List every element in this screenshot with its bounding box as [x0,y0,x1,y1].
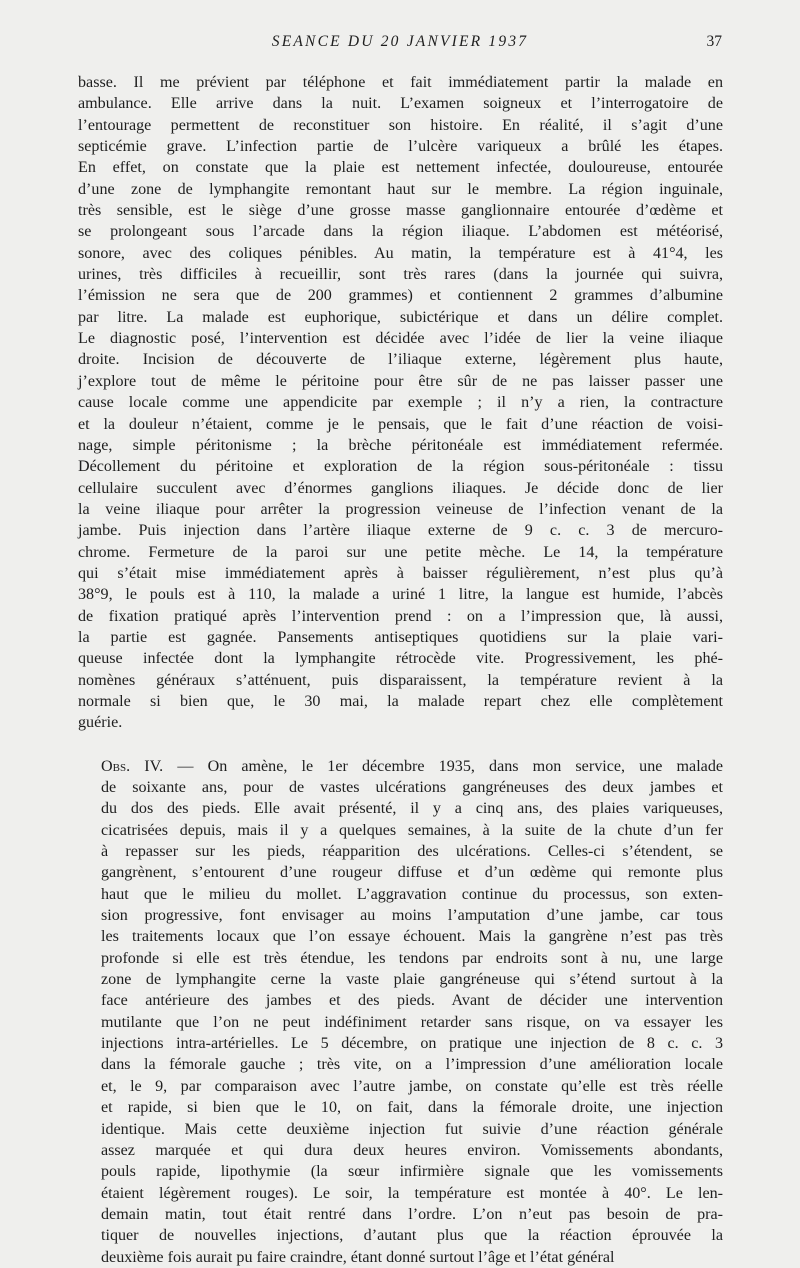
text-line: les traitements locaux que l’on essaye échouent. Mais la gangrène n’est pas très [101,928,723,946]
text-line: En effet, on constate que la plaie est nettement infectée, douloureuse, entourée [78,159,723,177]
text-line: assez marquée et qui dura deux heures environ. Vomissements abondants, [101,1141,723,1159]
text-line-first [78,756,723,777]
text-line: se prolongeant sous l’arcade dans la région iliaque. L’abdomen est météorisé, [78,223,723,241]
text-line: et rapide, si bien que le 10, on fait, dans la fémorale droite, une injection [101,1099,723,1117]
text-line: l’émission ne sera que de 200 grammes) et contiennent 2 grammes d’albumine [78,287,723,305]
text-line: nomènes généraux s’atténuent, puis disparaissent, la température revient à la [78,671,723,689]
text-line: de soixante ans, pour de vastes ulcérations gangréneuses des deux jambes et [101,779,723,796]
text-line: Décollement du péritoine et exploration de la région sous-péritonéale : tissu [78,458,723,476]
text-line: droite. Incision de découverte de l’iliaque externe, légèrement plus haute, [78,351,723,369]
text-line: sion progressive, font envisager au moins l’amputation d’une jambe, car tous [101,907,723,925]
paragraph-continuation [78,72,723,734]
text-line: deuxième fois aurait pu faire craindre, étant donné surtout l’âge et l’état général [101,1248,615,1266]
text-line: de fixation pratiqué après l’intervention prend : on a l’impression que, là aussi, [78,607,723,625]
text-line: à repasser sur les pieds, réapparition des ulcérations. Celles-ci s’étendent, se [101,843,723,861]
text-line: et, le 9, par comparaison avec l’autre jambe, on constate qu’elle est très réelle [101,1077,723,1095]
text-line: et la douleur n’étaient, comme je le pensais, que le fait d’une réaction de voisi- [78,415,723,433]
paragraph-obs-iv [78,756,723,1268]
text-line: profonde si elle est très étendue, les tendons par endroits sont à nu, une large [101,949,723,967]
text-line: haut que le milieu du mollet. L’aggravation continue du processus, son exten- [101,885,723,903]
text-line: j’explore tout de même le péritoine pour être sûr de ne pas laisser passer une [78,372,723,390]
text-line: tiquer de nouvelles injections, d’autant plus que la réaction éprouvée la [101,1227,723,1245]
text-line: la veine iliaque pour arrêter la progression veineuse de l’infection venant de la [78,500,723,518]
text-line: cause locale comme une appendicite par exemple ; il n’y a rien, la contracture [78,394,723,412]
text-line: chrome. Fermeture de la paroi sur une petite mèche. Le 14, la température [78,543,723,561]
running-title: SEANCE DU 20 JANVIER 1937 [271,33,529,50]
text-line: 38°9, le pouls est à 110, la malade a uriné 1 litre, la langue est humide, l’abcès [78,586,723,604]
text-line: septicémie grave. L’infection partie de l’ulcère variqueux a brûlé les étapes. [78,138,723,156]
text-line: face antérieure des jambes et des pieds. Avant de décider une intervention [101,992,723,1010]
text-line: mutilante que l’on ne peut indéfiniment retarder sans risque, on va essayer les [101,1013,723,1031]
text-line: très sensible, est le siège d’une grosse masse ganglionnaire entourée d’œdème et [78,202,723,220]
page-number: 37 [706,33,722,50]
text-line: dans la fémorale gauche ; très vite, on a l’impression d’une amélioration locale [101,1056,723,1074]
text-line: jambe. Puis injection dans l’artère iliaque externe de 9 c. c. 3 de mercuro- [78,522,723,540]
text-line: nage, simple péritonisme ; la brèche péritonéale est immédiatement refermée. [78,436,723,454]
text-line: pouls rapide, lipothymie (la sœur infirmière signale que les vomissements [101,1163,723,1181]
page-header [78,33,722,57]
observation-label: Obs. IV. [101,757,164,775]
text-line: l’entourage permettent de reconstituer son histoire. En réalité, il s’agit d’une [78,116,723,134]
text-line: sonore, avec des coliques pénibles. Au matin, la température est à 41°4, les [78,244,723,262]
text-line: — On amène, le 1er décembre 1935, dans mon service, une malade [163,757,724,775]
text-line: d’une zone de lymphangite remontant haut sur le membre. La région inguinale, [78,180,723,198]
text-line: queuse infectée dont la lymphangite rétrocède vite. Progressivement, les phé- [78,650,723,668]
text-line: injections intra-artérielles. Le 5 décembre, on pratique une injection de 8 c. c. 3 [101,1035,723,1053]
text-line: la partie est gagnée. Pansements antiseptiques quotidiens sur la plaie vari- [78,628,723,646]
text-line: gangrènent, s’entourent d’une rougeur diffuse et d’un œdème qui remonte plus [101,864,723,882]
text-line: étaient légèrement rouges). Le soir, la température est montée à 40°. Le len- [101,1184,723,1202]
text-line: basse. Il me prévient par téléphone et fait immédiatement partir la malade en [78,74,723,91]
text-line: ambulance. Elle arrive dans la nuit. L’examen soigneux et l’interrogatoire de [78,95,723,113]
text-line: Le diagnostic posé, l’intervention est décidée avec l’idée de lier la veine iliaque [78,330,723,348]
text-line: cicatrisées depuis, mais il y a quelques semaines, à la suite de la chute d’un fer [101,821,723,839]
text-line: demain matin, tout était rentré dans l’ordre. L’on n’eut pas besoin de pra- [101,1205,723,1223]
text-line: guérie. [78,714,123,732]
text-line: qui s’était mise immédiatement après à baisser régulièrement, n’est plus qu’à [78,564,723,582]
paragraph-spacer [78,734,723,756]
text-line: cellulaire succulent avec d’énormes ganglions iliaques. Je décide donc de lier [78,479,723,497]
text-line: zone de lymphangite cerne la vaste plaie gangréneuse qui s’étend surtout à la [101,971,723,989]
text-line: identique. Mais cette deuxième injection fut suivie d’une réaction générale [101,1120,723,1138]
text-line: par litre. La malade est euphorique, subictérique et dans un délire complet. [78,308,723,326]
text-line: urines, très difficiles à recueillir, sont très rares (dans la journée qui suivra, [78,266,723,284]
text-line: du dos des pieds. Elle avait présenté, il y a cinq ans, des plaies variqueuses, [101,800,723,818]
text-line: normale si bien que, le 30 mai, la malade repart chez elle complètement [78,692,723,710]
body-text [78,72,723,1268]
